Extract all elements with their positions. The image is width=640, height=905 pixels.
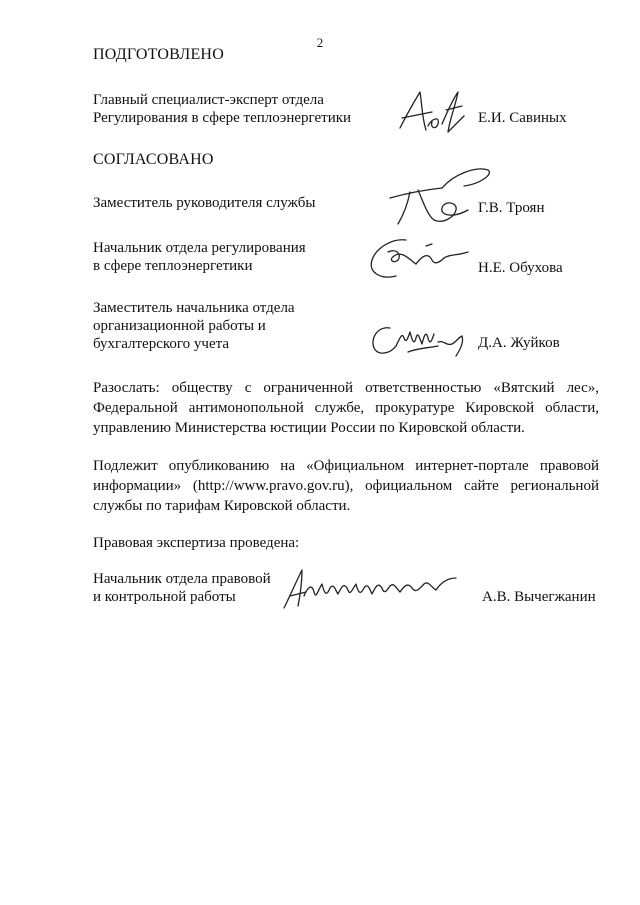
agreed-signer-1-name: Г.В. Троян (478, 200, 545, 216)
prepared-name: Е.И. Савиных (478, 110, 567, 126)
agreed-signer-3-position-line2: организационной работы и (93, 318, 266, 334)
agreed-signer-2-name: Н.Е. Обухова (478, 260, 563, 276)
legal-review-name: А.В. Вычегжанин (482, 589, 596, 605)
legal-review-position-line1: Начальник отдела правовой (93, 571, 271, 587)
agreed-signer-2-position-line1: Начальник отдела регулирования (93, 240, 306, 256)
agreed-signer-3-position-line1: Заместитель начальника отдела (93, 300, 295, 316)
prepared-position-line2: Регулирования в сфере теплоэнергетики (93, 110, 352, 126)
signature-vychegzhanin (280, 566, 460, 612)
legal-review-position-line2: и контрольной работы (93, 589, 236, 605)
distribution-paragraph: Разослать: обществу с ограниченной ответственностью «Вятский лес», Федеральной антимонопольной службе, прокуратуре Кировской области, управлению Министерства юстиции России по Кировской области. (93, 380, 599, 436)
signature-troyan (384, 164, 494, 230)
agreed-heading: СОГЛАСОВАНО (93, 151, 214, 168)
agreed-signer-1-position-line1: Заместитель руководителя службы (93, 195, 316, 211)
agreed-signer-3-position-line3: бухгалтерского учета (93, 336, 230, 352)
page-number: 2 (316, 35, 324, 50)
signature-savinykh (392, 86, 470, 142)
signature-obukhova (366, 230, 472, 284)
publication-paragraph: Подлежит опубликованию на «Официальном интернет-портале правовой информации» (http://www.pravo.gov.ru), официальном сайте региональной службы по тарифам Кировской области. (93, 458, 599, 514)
signature-zhuikov (366, 318, 476, 362)
agreed-signer-2-position-line2: в сфере теплоэнергетики (93, 258, 253, 274)
prepared-position-line1: Главный специалист-эксперт отдела (93, 92, 324, 108)
prepared-heading: ПОДГОТОВЛЕНО (93, 46, 224, 63)
legal-review-statement: Правовая экспертиза проведена: (93, 535, 300, 551)
agreed-signer-3-name: Д.А. Жуйков (478, 335, 560, 351)
